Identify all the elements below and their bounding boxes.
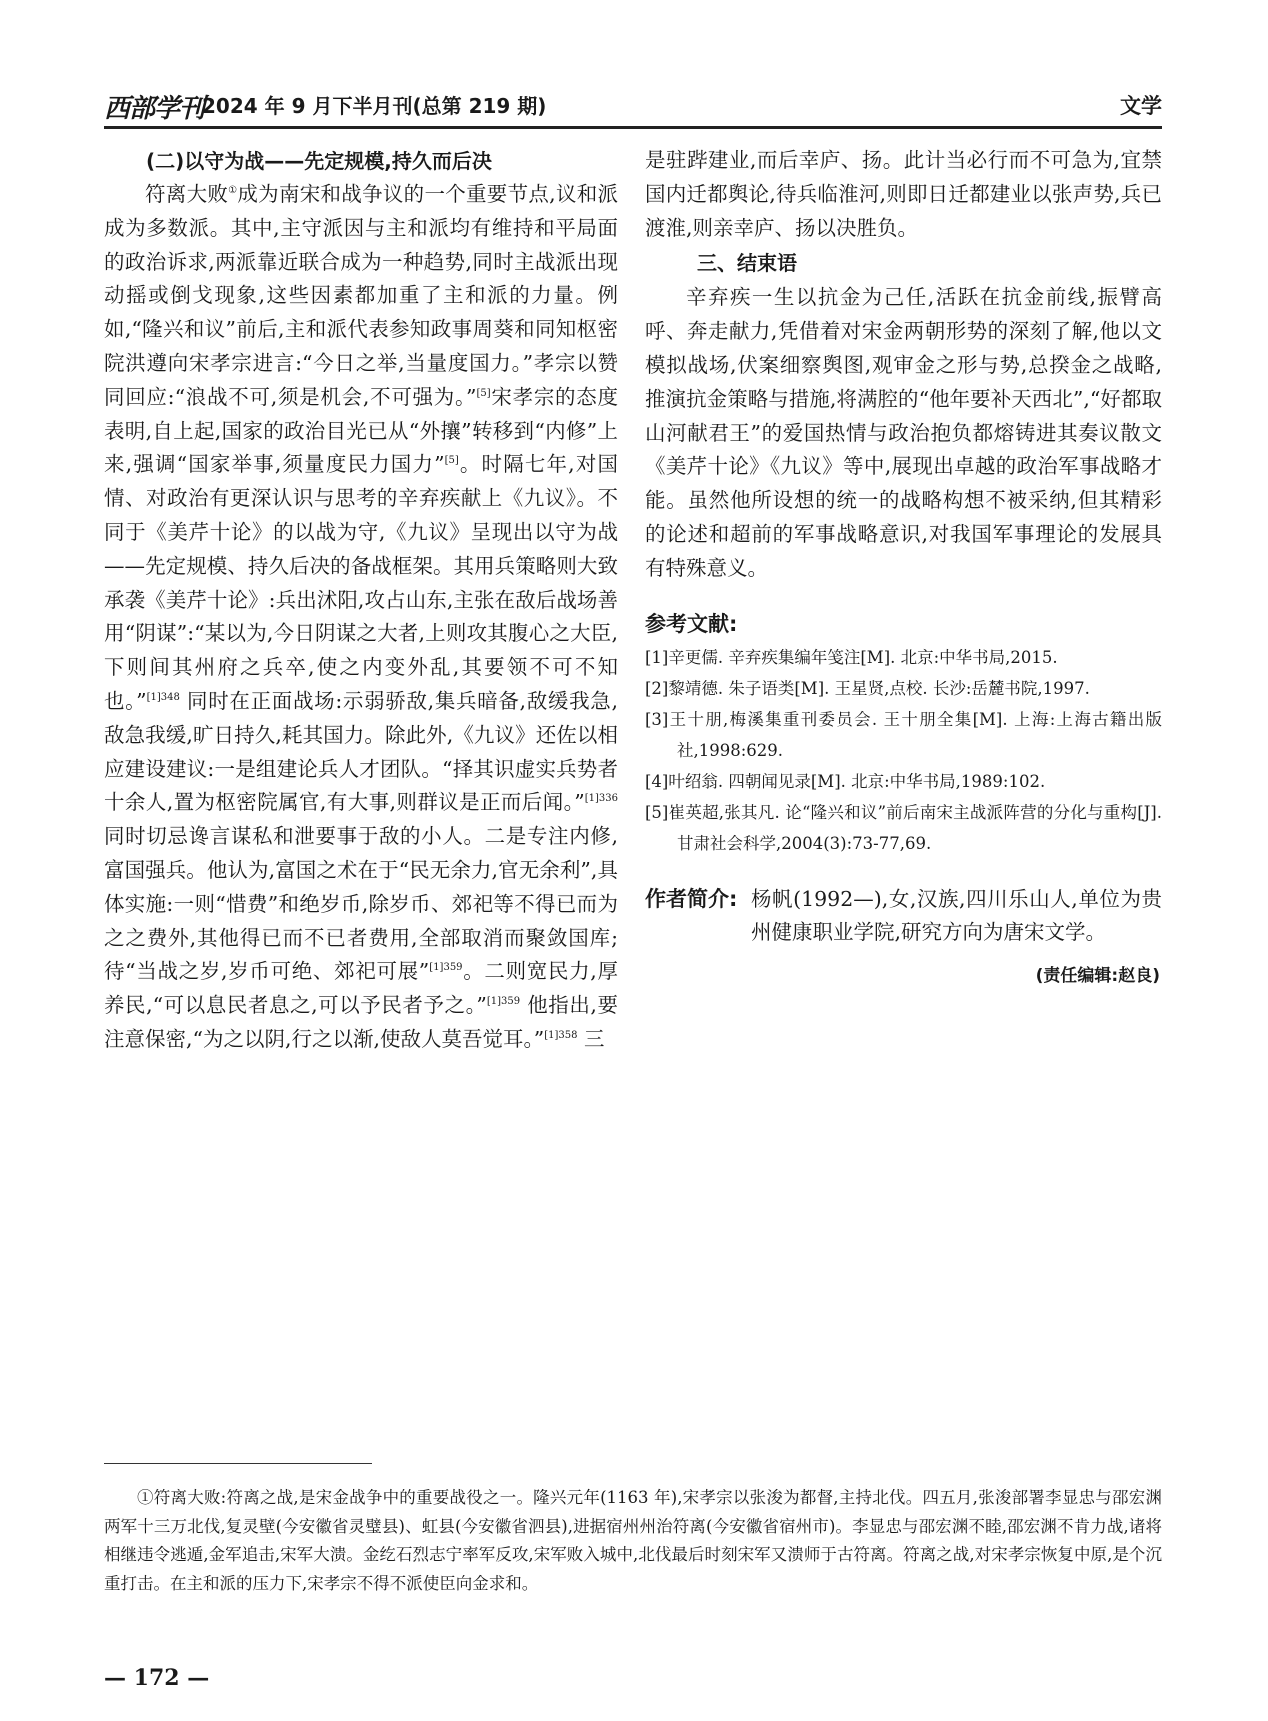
reference-item: [1]辛更儒. 辛弃疾集编年笺注[M]. 北京:中华书局,2015. bbox=[645, 647, 1058, 667]
responsible-editor: (责任编辑:赵良) bbox=[1035, 966, 1160, 987]
body-paragraph: 符离大败①成为南宋和战争议的一个重要节点,议和派成为多数派。其中,主守派因与主和派均有维持和平局面的政治诉求,两派靠近联合成为一种趋势,同时主战派出现动摇或倒戈现象,这些因素都加重了主和派的力量。例如,“隆兴和议”前后,主和派代表参知政事周葵和同知枢密院洪遵向宋孝宗进言:“今日之举,当量度国力。”孝宗以赞同回应:“浪战不可,须是机会,不可强为。”[5]宋孝宗的态度表明,自上起,国家的政治目光已从“外攘”转移到“内修”上来,强调“国家举事,须量度民力国力”[5]。时隔七年,对国情、对政治有更深认识与思考的辛弃疾献上《九议》。不同于《美芹十论》的以战为守,《九议》呈现出以守为战——先定规模、持久后决的备战框架。其用兵策略则大致承袭《美芹十论》:兵出沭阳,攻占山东,主张在敌后战场善用“阴谋”:“某以为,今日阴谋之大者,上则攻其腹心之大臣,下则间其州府之兵卒,使之内变外乱,其要领不可不知也。”$^{[1]348}$ 同时在正面战场:示弱骄敌,集兵暗备,敌缓我急,敌急我缓,旷日持久,耗其国力。除此外,《九议》还佐以相应建设建议:一是组建论兵人才团队。“择其识虚实兵势者十余人,置为枢密院属官,有大事,则群议是正而后闻。”$^{[1]336}$ 同时切忌谗言谋私和泄要事于敌的小人。二是专注内修,富国强兵。他认为,富国之术在于“民无余力,官无余利”,具体实施:一则“惜费”和绝岁币,除岁币、郊祀等不得已而为之之费外,其他得已而不已者费用,全部取消而聚敛国库;待“当战之岁,岁币可绝、郊祀可展”$^{[1]359}$。二则宽民力,厚养民,“可以息民者息之,可以予民者予之。”$^{[1]359}$ 他指出,要注意保密,“为之以阴,行之以渐,使敌人莫吾觉耳。”$^{[1]358}$ 三 bbox=[104, 182, 619, 1051]
section-heading: 三、结束语 bbox=[697, 251, 797, 276]
page-header bbox=[104, 88, 1162, 124]
reference-item: [2]黎靖德. 朱子语类[M]. 王星贤,点校. 长沙:岳麓书院,1997. bbox=[645, 678, 1090, 698]
reference-item: [5]崔英超,张其凡. 论“隆兴和议”前后南宋主战派阵营的分化与重构[J]. 甘肃社会科学,2004(3):73-77,69. bbox=[645, 802, 1162, 853]
citation: [1]359 bbox=[429, 962, 463, 974]
author-bio bbox=[645, 883, 1162, 951]
right-column bbox=[645, 144, 1162, 994]
citation: [1]336 bbox=[584, 793, 618, 805]
citation: [5] bbox=[444, 455, 459, 467]
body-paragraph: 辛弃疾一生以抗金为己任,活跃在抗金前线,振臂高呼、奔走献力,凭借着对宋金两朝形势的深刻了解,他以文模拟战场,伏案细察舆图,观审金之形与势,总揆金之战略,推演抗金策略与措施,将满腔的“他年要补天西北”,“好都取山河献君王”的爱国热情与政治抱负都熔铸进其奏议散文《美芹十论》《九议》等中,展现出卓越的政治军事战略才能。虽然他所设想的统一的战略构想不被采纳,但其精彩的论述和超前的军事战略意识,对我国军事理论的发展具有特殊意义。 bbox=[645, 285, 1162, 580]
references-title: 参考文献: bbox=[645, 611, 738, 636]
page-number: — 172 — bbox=[104, 1665, 210, 1691]
references-list bbox=[645, 642, 1162, 859]
footnote-rule bbox=[104, 1463, 372, 1464]
subsection-heading: (二)以守为战——先定规模,持久而后决 bbox=[146, 149, 492, 173]
reference-item: [4]叶绍翁. 四朝闻见录[M]. 北京:中华书局,1989:102. bbox=[645, 771, 1046, 791]
footnote-marker[interactable]: ① bbox=[228, 185, 238, 197]
citation: [1]348 bbox=[146, 692, 180, 704]
reference-item: [3]王十朋,梅溪集重刊委员会. 王十朋全集[M]. 上海:上海古籍出版社,1998:629. bbox=[645, 709, 1162, 760]
left-column bbox=[104, 144, 618, 1057]
journal-logo: 西部学刊 bbox=[104, 94, 205, 124]
citation: [1]358 bbox=[544, 1030, 578, 1042]
footnote: ①符离大败:符离之战,是宋金战争中的重要战役之一。隆兴元年(1163 年),宋孝宗以张浚为都督,主持北伐。四五月,张浚部署李显忠与邵宏渊两军十三万北伐,复灵壁(今安徽省灵璧县)、虹县(今安徽省泗县),进据宿州州治符离(今安徽省宿州市)。李显忠与邵宏渊不睦,邵宏渊不肯力战,诸将相继违令逃遁,金军追击,宋军大溃。金纥石烈志宁率军反攻,宋军败入城中,北伐最后时刻宋军又溃师于古符离。符离之战,对宋孝宗恢复中原,是个沉重打击。在主和派的压力下,宋孝宗不得不派使臣向金求和。 bbox=[104, 1488, 1162, 1593]
section-name: 文学 bbox=[1120, 94, 1162, 118]
citation: [1]359 bbox=[486, 996, 521, 1008]
body-paragraph: 是驻跸建业,而后幸庐、扬。此计当必行而不可急为,宜禁国内迁都舆论,待兵临淮河,则即日迁都建业以张声势,兵已渡淮,则亲幸庐、扬以决胜负。 bbox=[645, 148, 1162, 240]
citation: [5] bbox=[476, 387, 491, 399]
header-rule bbox=[104, 126, 1162, 129]
author-bio-label: 作者简介: bbox=[645, 886, 738, 911]
author-bio-text: 杨帆(1992—),女,汉族,四川乐山人,单位为贵州健康职业学院,研究方向为唐宋文学。 bbox=[751, 886, 1162, 945]
issue-info: 2024 年 9 月下半月刊(总第 219 期) bbox=[202, 94, 547, 118]
